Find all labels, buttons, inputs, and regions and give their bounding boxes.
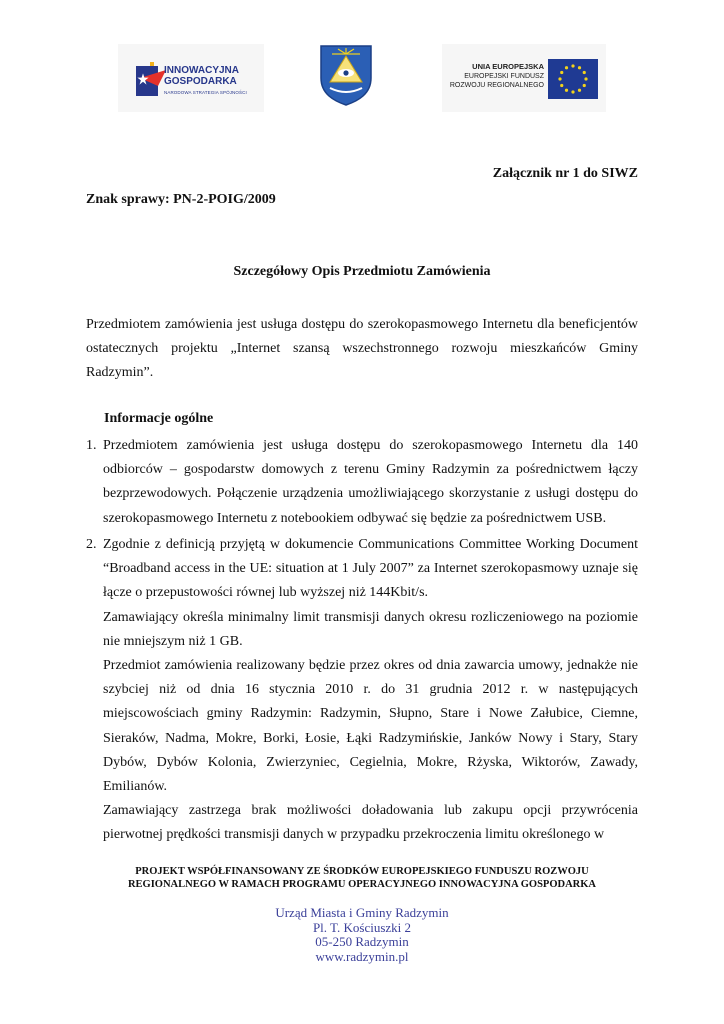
case-number: Znak sprawy: PN-2-POIG/2009: [86, 192, 276, 207]
list-item-paragraph: Zgodnie z definicją przyjętą w dokumencie Communications Committee Working Document “Broadband access in the UE: situation at 1 July 2007” za Internet szerokopasmowy uznaje się łącze o przepustowości równej lub wyższej niż 144Kbit/s.: [103, 537, 638, 601]
radzymin-crest-icon: [318, 44, 374, 106]
eu-star-icon: [571, 64, 574, 67]
unia-europejska-logo: [442, 44, 606, 112]
list-item-paragraph: Przedmiot zamówienia realizowany będzie przez okres od dnia zawarcia umowy, jednakże nie szybciej niż od dnia 16 stycznia 2010 r. do 31 grudnia 2012 r. w następujących miejscowościach gminy Radzymin: Radzymin, Słupno, Stare i Nowe Załubice, Ciemne, Sieraków, Nadma, Mokre, Borki, Łosie, Łąki Radzymińskie, Janków Nowy i Stary, Stary Dybów, Dybów Kolonia, Zwierzyniec, Cegielnia, Mokre, Rżyska, Wiktorów, Zawady, Emilianów.: [103, 658, 638, 795]
eu-star-icon: [583, 71, 586, 74]
intro-paragraph: Przedmiotem zamówienia jest usługa dostępu do szerokopasmowego Internetu dla beneficjentów ostatecznych projektu „Internet szansą wszechstronnego rozwoju mieszkańców Gminy Radzymin”.: [86, 317, 638, 381]
funding-line-1: PROJEKT WSPÓŁFINANSOWANY ZE ŚRODKÓW EUROPEJSKIEGO FUNDUSZU ROZWOJU: [135, 866, 589, 877]
eu-logo-text: [446, 62, 544, 90]
eu-star-icon: [578, 89, 581, 92]
address-city: 05-250 Radzymin: [315, 934, 409, 950]
eu-star-icon: [558, 77, 561, 80]
eu-star-icon: [584, 77, 587, 80]
eu-logo-line2: EUROPEJSKI FUNDUSZ: [464, 73, 544, 80]
eu-star-icon: [571, 90, 574, 93]
eu-star-icon: [565, 89, 568, 92]
address-website[interactable]: www.radzymin.pl: [315, 948, 409, 964]
eu-logo-line1: UNIA EUROPEJSKA: [472, 62, 544, 71]
list-item-paragraph: Przedmiotem zamówienia jest usługa dostępu do szerokopasmowego Internetu dla 140 odbiorców – gospodarstw domowych z terenu Gminy Radzymin za pośrednictwem łączy bezprzewodowych. Połączenie urządzenia umożliwiającego skorzystanie z usługi dostępu do szerokopasmowego Internetu z notebookiem odbywać się będzie za pośrednictwem USB.: [103, 438, 638, 526]
ig-logo-line3: NARODOWA STRATEGIA SPÓJNOŚCI: [164, 90, 247, 95]
innowacyjna-gospodarka-logo: [118, 44, 264, 112]
ig-logo-line2: GOSPODARKA: [164, 76, 237, 87]
eu-star-icon: [565, 66, 568, 69]
list-item-paragraph: Zamawiający określa minimalny limit transmisji danych okresu rozliczeniowego na poziomie nie mniejszym niż 1 GB.: [103, 609, 638, 649]
eu-star-icon: [560, 84, 563, 87]
list-item: [86, 434, 638, 531]
funding-notice: [86, 865, 638, 891]
office-address: [210, 906, 514, 964]
address-office: Urząd Miasta i Gminy Radzymin: [275, 905, 449, 920]
eu-star-icon: [578, 66, 581, 69]
list-item: [86, 533, 638, 848]
eu-star-icon: [560, 71, 563, 74]
funding-line-2: REGIONALNEGO W RAMACH PROGRAMU OPERACYJNEGO INNOWACYJNA GOSPODARKA: [127, 879, 597, 890]
list-item-paragraph: Zamawiający zastrzega brak możliwości doładowania lub zakupu opcji przywrócenia pierwotnej prędkości transmisji danych w przypadku przekroczenia limitu określonego w: [103, 803, 638, 843]
list-item-number: 1.: [86, 438, 97, 453]
list-item-number: 2.: [86, 537, 97, 552]
section-heading: Informacje ogólne: [104, 411, 214, 426]
address-street: Pl. T. Kościuszki 2: [312, 919, 412, 935]
eu-star-icon: [583, 84, 586, 87]
eu-flag-icon: [548, 59, 598, 99]
document-title: Szczegółowy Opis Przedmiotu Zamówienia: [233, 264, 491, 279]
ig-logo-line1: INNOWACYJNA: [164, 65, 240, 76]
annex-label: Załącznik nr 1 do SIWZ: [492, 166, 638, 181]
eu-logo-line3: ROZWOJU REGIONALNEGO: [449, 82, 544, 89]
